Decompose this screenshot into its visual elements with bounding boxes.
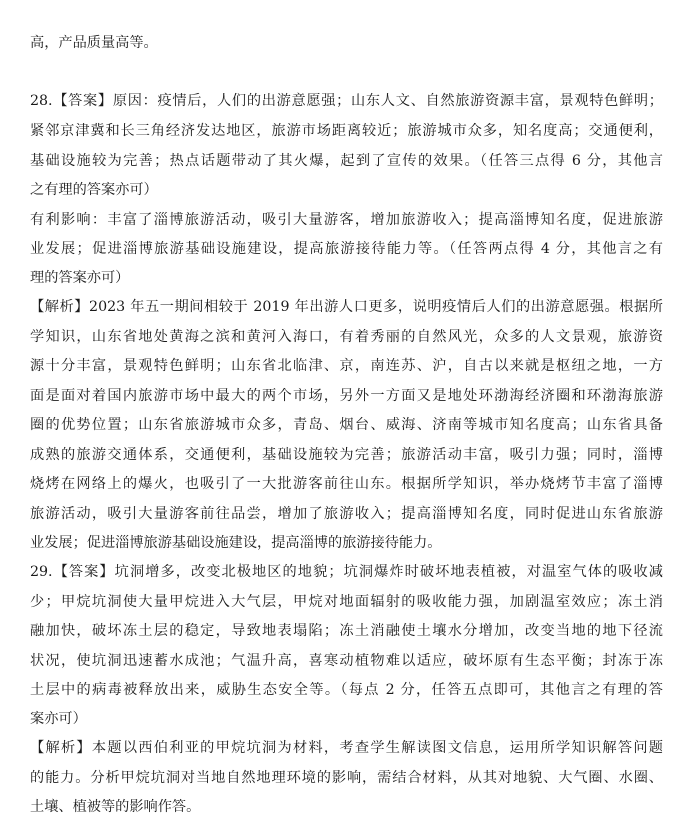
text-line: 少；甲烷坑洞使大量甲烷进入大气层，甲烷对地面辐射的吸收能力强，加剧温室效应；冻土消 bbox=[30, 594, 663, 610]
text-line: 案亦可） bbox=[30, 711, 87, 727]
text-line: 土壤、植被等的影响作答。 bbox=[30, 799, 201, 815]
text-line: 源十分丰富，景观特色鲜明；山东省北临津、京，南连苏、沪，自古以来就是枢纽之地，一方 bbox=[30, 358, 663, 374]
text-line: 有利影响：丰富了淄博旅游活动，吸引大量游客，增加旅游收入；提高淄博知名度，促进旅游 bbox=[30, 212, 663, 228]
text-line: 高，产品质量高等。 bbox=[30, 35, 158, 51]
text-line: 烧烤在网络上的爆火，也吸引了一大批游客前往山东。根据所学知识，举办烧烤节丰富了淄博 bbox=[30, 476, 663, 492]
text-line: 旅游活动，吸引大量游客前往品尝，增加了旅游收入；提高淄博知名度，同时促进山东省旅游 bbox=[30, 506, 663, 522]
text-line: 业发展；促进淄博旅游基础设施建设，提高旅游接待能力等。（任答两点得 4 分，其他言之有 bbox=[30, 241, 663, 257]
text-line: 学知识，山东省地处黄海之滨和黄河入海口，有着秀丽的自然风光，众多的人文景观，旅游资 bbox=[30, 329, 663, 345]
text-line: 业发展；促进淄博旅游基础设施建设，提高淄博的旅游接待能力。 bbox=[30, 535, 442, 551]
text-line: 29.【答案】坑洞增多，改变北极地区的地貌；坑洞爆炸时破坏地表植被，对温室气体的吸收减 bbox=[30, 564, 663, 580]
text-line: 基础设施较为完善；热点话题带动了其火爆，起到了宣传的效果。（任答三点得 6 分，其他言 bbox=[30, 153, 663, 169]
text-line: 面是面对着国内旅游市场中最大的两个市场，另外一方面又是地处环渤海经济圈和环渤海旅游 bbox=[30, 388, 663, 404]
text-line: 融加快，破坏冻土层的稳定，导致地表塌陷；冻土消融使土壤水分增加，改变当地的地下径流 bbox=[30, 623, 663, 639]
text-line: 【解析】2023 年五一期间相较于 2019 年出游人口更多，说明疫情后人们的出游意愿强。根据所 bbox=[30, 299, 663, 315]
text-line: 圈的优势位置；山东省旅游城市众多，青岛、烟台、威海、济南等城市知名度高；山东省具备 bbox=[30, 417, 663, 433]
text-line: 之有理的答案亦可） bbox=[30, 182, 158, 198]
text-line: 理的答案亦可） bbox=[30, 270, 130, 286]
text-line: 【解析】本题以西伯利亚的甲烷坑洞为材料，考查学生解读图文信息，运用所学知识解答问题 bbox=[30, 740, 663, 756]
text-line: 28.【答案】原因：疫情后，人们的出游意愿强；山东人文、自然旅游资源丰富，景观特色鲜明； bbox=[30, 93, 663, 109]
text-line: 成熟的旅游交通体系，交通便利，基础设施较为完善；旅游活动丰富，吸引力强；同时，淄博 bbox=[30, 447, 663, 463]
text-line: 紧邻京津冀和长三角经济发达地区，旅游市场距离较近；旅游城市众多，知名度高；交通便利， bbox=[30, 123, 663, 139]
text-line: 状况，使坑洞迅速蓄水成池；气温升高，喜寒动植物难以适应，破坏原有生态平衡；封冻于冻 bbox=[30, 653, 663, 669]
text-line: 的能力。分析甲烷坑洞对当地自然地理环境的影响，需结合材料，从其对地貌、大气圈、水圈、 bbox=[30, 770, 663, 786]
text-line: 土层中的病毒被释放出来，威胁生态安全等。（每点 2 分，任答五点即可，其他言之有理的答 bbox=[30, 682, 663, 698]
